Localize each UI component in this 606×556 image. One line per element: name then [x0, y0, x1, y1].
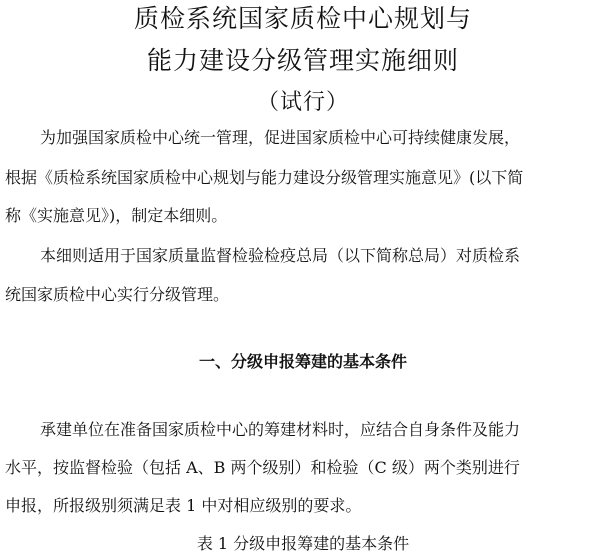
- table-1-caption: 表 1 分级申报筹建的基本条件: [196, 534, 410, 553]
- document-title-line-2: 能力建设分级管理实施细则: [146, 46, 459, 75]
- document-title-line-1: 质检系统国家质检中心规划与: [133, 4, 472, 33]
- intro-paragraph-line-2: 根据《质检系统国家质检中心规划与能力建设分级管理实施意见》(以下简: [5, 168, 524, 187]
- intro-paragraph-line-3: 称《实施意见》)，制定本细则。: [5, 206, 228, 225]
- scope-paragraph-line-2: 统国家质检中心实行分级管理。: [5, 285, 230, 304]
- intro-paragraph-line-1: 为加强国家质检中心统一管理，促进国家质检中心可持续健康发展，: [40, 128, 521, 147]
- conditions-paragraph-line-2: 水平，按监督检验（包括 A、B 两个级别）和检验（C 级）两个类别进行: [5, 458, 520, 477]
- scope-paragraph-line-1: 本细则适用于国家质量监督检验检疫总局（以下简称总局）对质检系: [40, 246, 521, 265]
- conditions-paragraph-line-1: 承建单位在准备国家质检中心的筹建材料时，应结合自身条件及能力: [40, 420, 521, 439]
- section-heading-1: 一、分级申报筹建的基本条件: [198, 352, 407, 371]
- conditions-paragraph-line-3: 申报，所报级别须满足表 1 中对相应级别的要求。: [5, 496, 362, 515]
- document-title-trial-label: （试行）: [256, 90, 349, 115]
